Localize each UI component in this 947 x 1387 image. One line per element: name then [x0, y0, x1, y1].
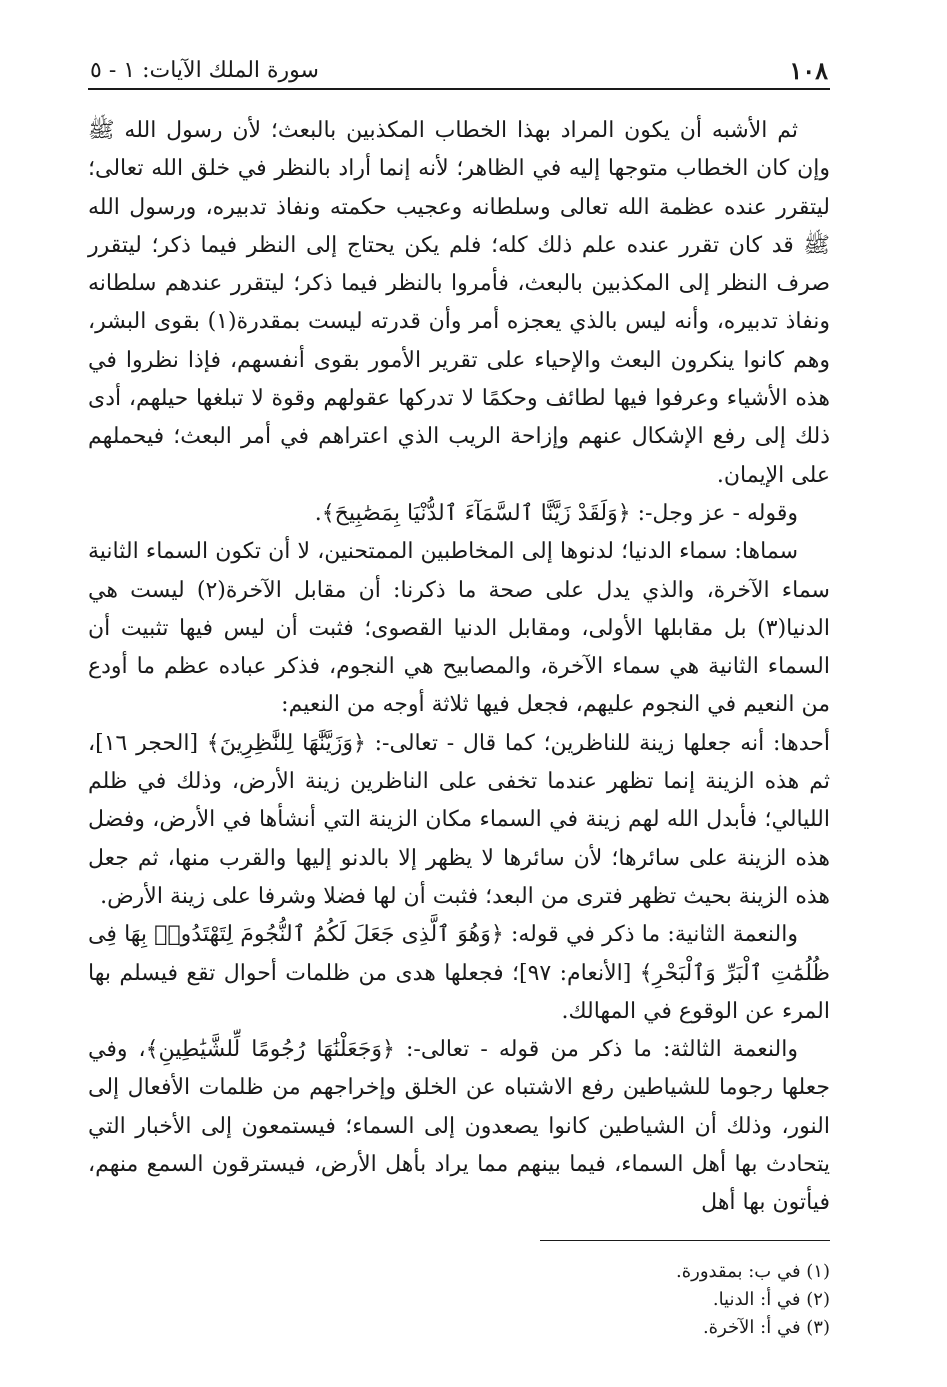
footnote-2: (٢) في أ: الدنيا.	[712, 1289, 830, 1310]
paragraph-5: والنعمة الثانية: ما ذكر في قوله: ﴿وَهُوَ ٱلَّذِى جَعَلَ لَكُمُ ٱلنُّجُومَ لِتَهْتَدُوا۟ بِهَا فِى ظُلُمَٰتِ ٱلْبَرِّ وَٱلْبَحْرِ﴾ [الأنعام: ٩٧]؛ فجعلها هدى من ظلمات أحوال تقع فيسلم بها المرء عن الوقوع في المهالك.	[88, 922, 830, 1024]
footnote-divider	[540, 1240, 830, 1241]
main-text	[88, 112, 830, 1223]
footnote-1: (١) في ب: بمقدورة.	[675, 1261, 830, 1282]
book-page	[88, 52, 830, 1352]
paragraph-1: ثم الأشبه أن يكون المراد بهذا الخطاب المكذبين بالبعث؛ لأن رسول الله ﷺ وإن كان الخطاب متوجها إليه في الظاهر؛ لأنه إنما أراد بالنظر في خلق الله تعالى؛ ليتقرر عنده عظمة الله تعالى وسلطانه وعجيب حكمته ونفاذ تدبيره، ورسول الله ﷺ قد كان تقرر عنده علم ذلك كله؛ فلم يكن يحتاج إلى النظر فيما ذكر؛ ليتقرر صرف النظر إلى المكذبين بالبعث، فأمروا بالنظر فيما ذكر؛ ليتقرر عندهم سلطانه ونفاذ تدبيره، وأنه ليس بالذي يعجزه أمر وأن قدرته ليست بمقدرة(١) بقوى البشر، وهم كانوا ينكرون البعث والإحياء على تقرير الأمور بقوى أنفسهم، فإذا نظروا في هذه الأشياء وعرفوا فيها لطائف وحكمًا لا تدركها عقولهم وقوة لا تبلغها حيلهم، أدى ذلك إلى رفع الإشكال عنهم وإزاحة الريب الذي اعتراهم في أمر البعث؛ فيحملهم على الإيمان.	[88, 118, 830, 488]
paragraph-4: أحدها: أنه جعلها زينة للناظرين؛ كما قال - تعالى-: ﴿وَزَيَّنَّٰهَا لِلنَّٰظِرِينَ﴾ [الحجر ١٦]، ثم هذه الزينة إنما تظهر عندما تخفى على الناظرين زينة الأرض، وذلك في ظلم الليالي؛ فأبدل الله لهم زينة في السماء مكان الزينة التي أنشأها في الأرض، وفضل هذه الزينة على سائرها؛ لأن سائرها لا يظهر إلا بالدنو إليها والقرب منها، ثم جعل هذه الزينة بحيث تظهر فترى من البعد؛ فثبت أن لها فضلا وشرفا على زينة الأرض.	[88, 730, 830, 909]
footnotes	[88, 1258, 830, 1342]
paragraph-6: والنعمة الثالثة: ما ذكر من قوله - تعالى-: ﴿وَجَعَلْنَٰهَا رُجُومًا لِّلشَّيَٰطِينِ﴾، وفي جعلها رجوما للشياطين رفع الاشتباه عن الخلق وإخراجهم من ظلمات الأفعال إلى النور، وذلك أن الشياطين كانوا يصعدون إلى السماء؛ فيستمعون إلى الأخبار التي يتحادث بها أهل السماء، فيما بينهم مما يراد بأهل الأرض، فيسترقون السمع منهم، فيأتون بها أهل	[88, 1037, 830, 1216]
page-number: ١٠٨	[789, 56, 828, 85]
page-header	[88, 52, 830, 90]
paragraph-3: سماها: سماء الدنيا؛ لدنوها إلى المخاطبين الممتحنين، لا أن تكون السماء الثانية سماء الآخرة، والذي يدل على صحة ما ذكرنا: أن مقابل الآخرة(٢) ليست هي الدنيا(٣) بل مقابلها الأولى، ومقابل الدنيا القصوى؛ فثبت أن ليس فيها تثبيت أن السماء الثانية هي سماء الآخرة، والمصابيح هي النجوم، فذكر عباده عظم ما أودع من النعيم في النجوم عليهم، فجعل فيها ثلاثة أوجه من النعيم:	[88, 539, 830, 718]
running-title: سورة الملك الآيات: ١ - ٥	[90, 58, 319, 83]
paragraph-2: وقوله - عز وجل-: ﴿وَلَقَدْ زَيَّنَّا ٱلسَّمَآءَ ٱلدُّنْيَا بِمَصَٰبِيحَ﴾.	[314, 500, 798, 526]
footnote-3: (٣) في أ: الآخرة.	[702, 1317, 830, 1338]
